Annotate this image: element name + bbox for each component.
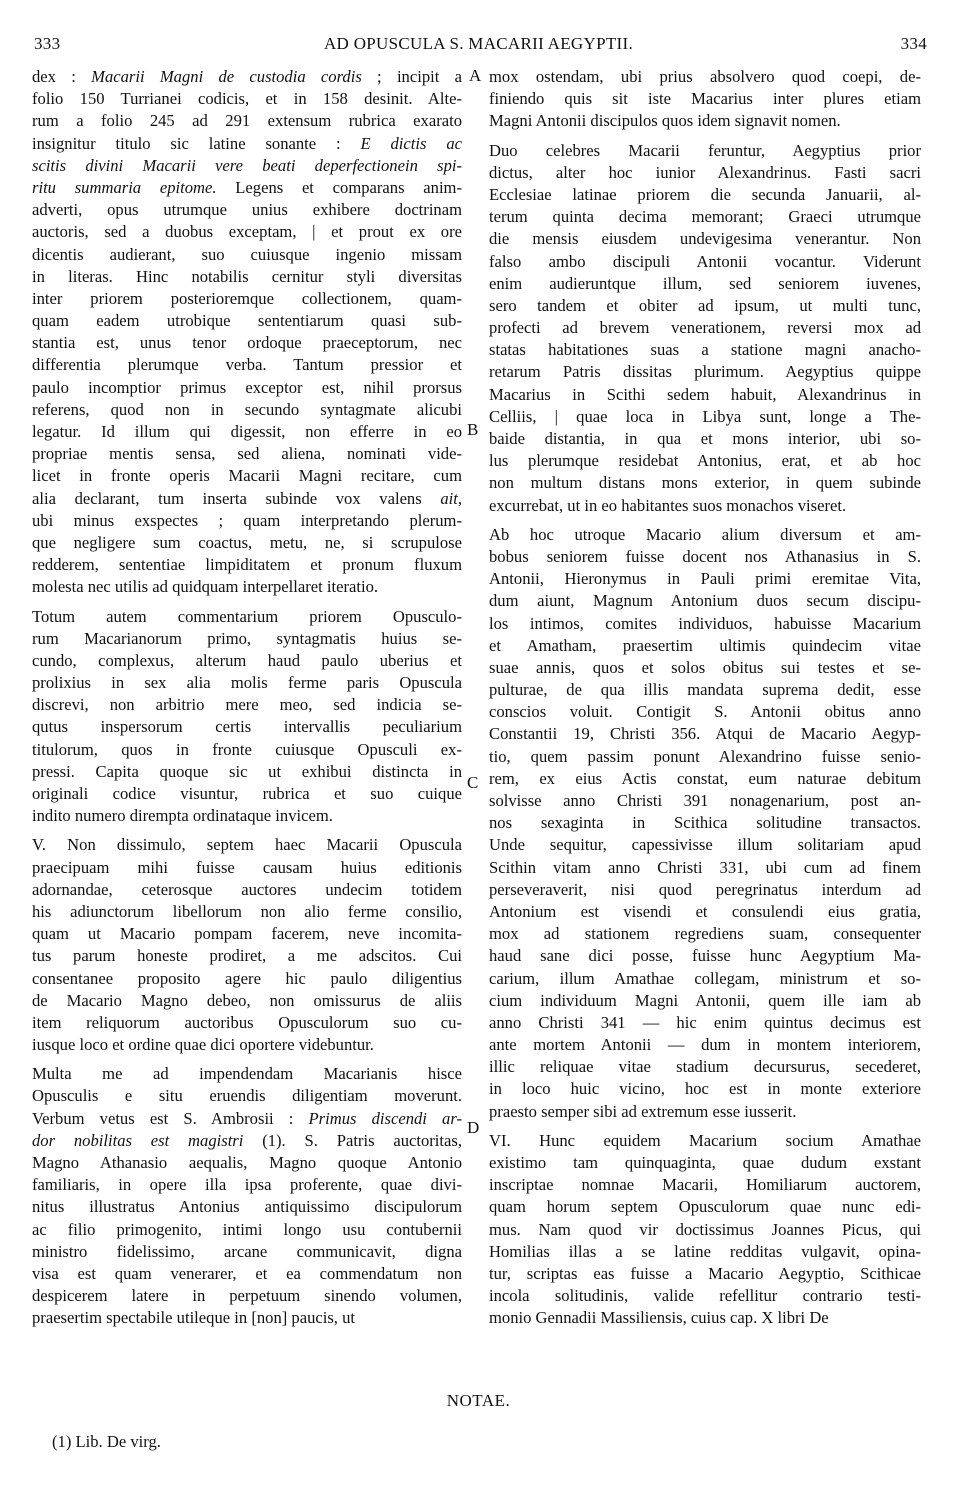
text-segment: statas habitationes suas a statione magni anacho-: [489, 340, 921, 360]
text-line: [489, 273, 921, 295]
text-line: [489, 635, 921, 657]
text-line: [32, 288, 462, 310]
text-line: [32, 66, 462, 88]
text-line: [489, 524, 921, 546]
text-segment: originali codice visuntur, rubrica et suo cuique: [32, 784, 462, 803]
text-segment: Legens et comparans anim-: [216, 177, 462, 197]
text-line: [32, 465, 462, 487]
text-segment: existimo tam quinquaginta, quae dudum exstant: [489, 1153, 921, 1172]
text-line: [489, 613, 921, 635]
paragraph: [489, 524, 921, 1123]
text-segment: Antonii, Hieronymus in Pauli primi eremitae Vita,: [489, 569, 921, 589]
text-segment: Totum autem commentarium priorem Opusculo-: [32, 606, 462, 626]
margin-letter-c: C: [467, 773, 479, 792]
text-line: [489, 679, 921, 701]
text-line: [32, 576, 462, 598]
text-segment: falso ambo discipuli Antonii vocantur. Viderunt: [489, 251, 921, 271]
text-segment: item reliquorum auctoribus Opusculorum suo cu-: [32, 1012, 462, 1032]
paragraph: [32, 66, 462, 599]
margin-letter-a: A: [469, 66, 482, 85]
text-line: [32, 805, 462, 827]
text-segment: iusque loco et ordine quae dici oportere videbuntur.: [32, 1035, 374, 1055]
italic-text: scitis divini Macarii vere beati deperfectionein spi-: [32, 155, 462, 175]
text-segment: enim audieruntque illum, sed seniorem iuvenes,: [489, 273, 921, 293]
text-segment: VI. Hunc equidem Macarium socium Amathae: [489, 1130, 921, 1150]
text-segment: stantia est, unus tenor ordoque praeceptorum, nec: [32, 333, 462, 353]
text-segment: adornandae, ceterosque auctores undecim totidem: [32, 879, 462, 899]
text-segment: despicerem latere in perpetuum sinendo volumen,: [32, 1286, 462, 1306]
text-segment: pulturae, de qua illis mandata suprema dedit, esse: [489, 680, 921, 700]
text-line: [32, 968, 462, 990]
text-segment: consentaneе proposito agere hic paulo diligentius: [32, 968, 462, 988]
text-segment: dum aiunt, Magnum Antonium duos secum discipu-: [489, 591, 921, 611]
text-line: [32, 879, 462, 901]
text-segment: familiaris, in opere illa ipsa proferente, quae divi-: [32, 1175, 462, 1195]
text-line: [489, 1012, 921, 1034]
text-line: [32, 155, 462, 177]
text-line: [489, 251, 921, 273]
text-segment: folio 150 Turrianei codicis, et in 158 desinit. Alte-: [32, 89, 462, 109]
text-segment: Ab hoc utroque Macario alium diversum et am-: [489, 524, 921, 544]
text-line: [489, 428, 921, 450]
text-segment: pressi. Capita quoque sic ut exhibui distincta in: [32, 761, 462, 781]
text-segment: que negligere sum coactus, metu, ne, si scrupulose: [32, 532, 462, 552]
text-segment: auctoris, sed a duobus exceptam, | et prout ex ore: [32, 222, 462, 242]
text-line: [32, 399, 462, 421]
right-column: [489, 66, 921, 1330]
text-line: [489, 110, 921, 132]
text-segment: solvisse anno Christi 391 nonagenarium, post an-: [489, 791, 921, 810]
text-line: [489, 1034, 921, 1056]
text-segment: tur, scriptas eas fuisse a Macario Aegyptio, Scithicae: [489, 1263, 921, 1283]
italic-text: ritu summaria epitome.: [32, 177, 217, 197]
text-line: [489, 162, 921, 184]
text-line: [489, 1241, 921, 1263]
text-line: [489, 923, 921, 945]
text-segment: in literas. Hinc notabilis cernitur styli diversitas: [32, 266, 462, 286]
text-segment: ac filio primogenito, intimi longo usu contubernii: [32, 1219, 462, 1239]
text-segment: cium individuum Magni Antonii, quem ille iam ab: [489, 990, 921, 1010]
text-line: [32, 310, 462, 332]
text-line: [32, 694, 462, 716]
text-segment: haud sane dici posse, fuisse hunc Aegyptium Ma-: [489, 946, 921, 966]
text-line: [489, 450, 921, 472]
text-segment: inscriptae nomnae Macarii, Homiliarum auctorem,: [489, 1175, 921, 1195]
text-line: [489, 1307, 921, 1329]
notes-heading: NOTAE.: [446, 1391, 511, 1410]
text-line: [489, 790, 921, 812]
text-segment: bobus seniorem fuisse docent nos Athanasius in S.: [489, 546, 921, 566]
text-line: [489, 317, 921, 339]
text-segment: nos sexaginta in Scithica solitudine transactos.: [489, 813, 921, 833]
italic-text: E dictis ac: [360, 133, 462, 153]
text-segment: sero tandem et obiter ad ipsum, ut multi tunc,: [489, 295, 921, 315]
text-line: [32, 488, 462, 510]
text-segment: mus. Nam quod vir doctissimus Joannes Picus, qui: [489, 1219, 921, 1239]
text-line: [32, 1034, 462, 1056]
italic-text: dor nobilitas est magistri: [32, 1130, 244, 1150]
text-segment: quam ut Macario pompam facerem, neve incomita-: [32, 924, 462, 944]
text-segment: Constantii 19, Christi 356. Atqui de Macario Aegyp-: [489, 724, 921, 744]
text-segment: discrevi, non arbitrio mere meo, sed indicia se-: [32, 695, 462, 715]
italic-text: ait,: [440, 488, 462, 508]
text-line: [489, 990, 921, 1012]
text-line: [489, 206, 921, 228]
text-segment: inter priorem posterioremque collectionem, quam-: [32, 288, 462, 308]
text-segment: anno Christi 341 — hic enim quintus decimus est: [489, 1012, 921, 1032]
text-segment: licet in fronte operis Macarii Magni recitare, cum: [32, 466, 462, 486]
text-line: [489, 723, 921, 745]
text-segment: referens, quod non in secundo syntagmate alicubi: [32, 399, 462, 419]
text-line: [489, 66, 921, 88]
paragraph: [489, 1130, 921, 1330]
text-line: [32, 834, 462, 856]
text-segment: los intimos, comites individuos, habuisse Macarium: [489, 613, 921, 633]
text-segment: Magni Antonii discipulos quos idem signavit nomen.: [489, 111, 841, 131]
text-line: [32, 716, 462, 738]
text-line: [32, 133, 462, 155]
text-line: [489, 1196, 921, 1218]
text-segment: rem, ex eius Actis constat, eum naturae debitum: [489, 768, 921, 788]
text-segment: (1). S. Patris auctoritas,: [243, 1130, 462, 1150]
text-segment: insignitur titulo sic latine sonante :: [32, 133, 361, 153]
text-line: [489, 140, 921, 162]
text-line: [32, 1219, 462, 1241]
text-segment: quam eadem utrobique sententiarum quasi sub-: [32, 311, 462, 331]
paragraph: [489, 66, 921, 133]
text-line: [489, 295, 921, 317]
text-line: [32, 650, 462, 672]
text-line: [32, 739, 462, 761]
text-segment: lus plerumque residebat Antonius, erat, et ab hoc: [489, 451, 921, 471]
text-segment: retarum Patris dissitas plurimum. Aegyptius quippe: [489, 362, 921, 382]
text-line: [32, 421, 462, 443]
text-segment: Duo celebres Macarii feruntur, Aegyptius prior: [489, 140, 921, 160]
paragraph: [32, 834, 462, 1056]
text-line: [32, 443, 462, 465]
text-segment: redderem, sententiae limpiditatem et pronum fluxum: [32, 555, 462, 575]
text-line: [489, 857, 921, 879]
text-segment: mox ostendam, ubi prius absolvero quod coepi, de-: [489, 67, 921, 86]
text-segment: conscios voluit. Contigit S. Antonii obitus anno: [489, 702, 921, 722]
text-line: [32, 221, 462, 243]
text-segment: ubi minus exspectes ; quam interpretando plerum-: [32, 510, 462, 530]
text-line: [32, 354, 462, 376]
text-segment: titulorum, quos in fronte cuiusque Opusculi ex-: [32, 739, 462, 759]
text-segment: illic reliquae vitae stadium decursurus, secederet,: [489, 1057, 921, 1077]
text-line: [32, 1130, 462, 1152]
text-segment: excurrebat, ut in eo habitantes suos monachos viseret.: [489, 495, 847, 515]
running-title: AD OPUSCULA S. MACARII AEGYPTII.: [323, 34, 634, 53]
text-segment: legatur. Id illum qui digessit, non efferre in eo: [32, 422, 462, 441]
text-segment: tio, quem passim ponunt Alexandrino fuisse senio-: [489, 746, 921, 766]
text-line: [489, 945, 921, 967]
text-line: [32, 332, 462, 354]
text-line: [489, 901, 921, 923]
text-line: [489, 1152, 921, 1174]
text-segment: praesto semper sibi ad extremum esse iusserit.: [489, 1101, 797, 1121]
text-line: [32, 1263, 462, 1285]
text-line: [32, 110, 462, 132]
text-segment: Multa me ad impendendam Macarianis hisce: [32, 1064, 462, 1084]
text-segment: perseveraverit, nisi quod peregrinatus interdum ad: [489, 879, 921, 899]
text-segment: de Macario Magno debeo, non omissurus de aliis: [32, 990, 462, 1010]
text-segment: in loco huic vicino, hoc est in monte exteriore: [489, 1079, 921, 1099]
text-segment: et Amatham, praesertim ultimis quindecim vitae: [489, 635, 921, 655]
text-line: [489, 834, 921, 856]
text-line: [32, 1285, 462, 1307]
text-line: [489, 184, 921, 206]
text-segment: suae annis, quos et solos obitus sui testes et se-: [489, 657, 921, 677]
text-segment: V. Non dissimulo, septem haec Macarii Opuscula: [32, 835, 462, 855]
text-segment: his adiunctorum libellorum non alio ferme consilio,: [32, 901, 462, 921]
text-segment: adverti, opus utrumque unius exhibere doctrinam: [32, 200, 462, 220]
text-line: [489, 384, 921, 406]
text-line: [32, 628, 462, 650]
text-line: [32, 199, 462, 221]
text-segment: quam horum septem Opusculorum quae nunc edi-: [489, 1197, 921, 1217]
text-line: [489, 1101, 921, 1123]
text-segment: carium, illum Amathae collegam, ministrum et so-: [489, 968, 921, 988]
left-column: [32, 66, 462, 1330]
text-segment: ministro fidelissimo, arcane communicavit, digna: [32, 1241, 462, 1261]
text-line: [489, 1078, 921, 1100]
text-segment: indito numero dirempta ordinataque invicem.: [32, 806, 333, 826]
text-line: [32, 672, 462, 694]
text-line: [489, 361, 921, 383]
text-line: [32, 1108, 462, 1130]
text-segment: nitus illustratus Antonius antiquissimo discipulorum: [32, 1197, 462, 1217]
text-line: [32, 1196, 462, 1218]
text-line: [32, 1174, 462, 1196]
text-segment: die mensis eiusdem undevigesima venerantur. Non: [489, 229, 921, 249]
text-segment: Opusculis e situ eruendis diligentiam moverunt.: [32, 1086, 462, 1106]
text-line: [32, 857, 462, 879]
text-segment: incola solitudinis, valide refellitur contrario testi-: [489, 1286, 921, 1306]
text-segment: prolixius in sex alia molis ferme paris Opuscula: [32, 673, 462, 693]
text-segment: dicentis audierant, suo cuiusque ingenio missam: [32, 244, 462, 264]
text-line: [489, 339, 921, 361]
text-line: [489, 768, 921, 790]
text-line: [489, 1174, 921, 1196]
text-line: [32, 244, 462, 266]
text-line: [32, 1241, 462, 1263]
paragraph: [32, 606, 462, 828]
text-line: [489, 88, 921, 110]
text-segment: ; incipit a: [361, 67, 462, 86]
text-segment: rum a folio 245 ad 291 extensum rubrica exarato: [32, 111, 462, 131]
text-line: [32, 901, 462, 923]
text-segment: Verbum vetus est S. Ambrosii :: [32, 1108, 309, 1128]
text-segment: Antonium est visendi et consulendi eius gratia,: [489, 901, 921, 921]
text-segment: rum Macarianorum primo, syntagmatis huius se-: [32, 628, 462, 648]
text-segment: Scithin vitam anno Christi 331, ubi cum ad finem: [489, 857, 921, 877]
text-line: [32, 554, 462, 576]
text-line: [489, 228, 921, 250]
text-line: [489, 590, 921, 612]
text-segment: dictus, alter hoc iunior Alexandrinus. Fasti sacri: [489, 162, 921, 182]
text-segment: Homilias illas a se latine redditas vulgavit, opina-: [489, 1241, 921, 1261]
text-line: [489, 406, 921, 428]
text-segment: baide distantia, in qua et mons interior, ubi so-: [489, 429, 921, 448]
text-segment: praesertim spectabile utileque in [non] paucis, ut: [32, 1308, 356, 1328]
text-line: [489, 1219, 921, 1241]
text-line: [32, 510, 462, 532]
text-segment: dex :: [32, 67, 92, 86]
text-line: [489, 1056, 921, 1078]
text-segment: non multum distans mons exterior, in quem subinde: [489, 473, 921, 493]
margin-letter-d: D: [467, 1118, 480, 1137]
text-segment: Macarius in Scithi sedem habuit, Alexandrinus in: [489, 384, 921, 404]
text-segment: praecipuam mihi fuisse causam huius editionis: [32, 857, 462, 877]
text-line: [32, 945, 462, 967]
text-line: [32, 1063, 462, 1085]
text-line: [489, 701, 921, 723]
text-line: [489, 1285, 921, 1307]
text-segment: profecti ad brevem venerationem, reversi mox ad: [489, 318, 921, 338]
text-segment: Magno Athanasio aequalis, Magno quoque Antonio: [32, 1153, 462, 1172]
text-segment: Celliis, | quae loca in Libya sunt, longe a The-: [489, 406, 921, 426]
text-line: [32, 377, 462, 399]
text-segment: cundo, complexus, alterum haud paulo uberius et: [32, 650, 462, 670]
page-number-left: 333: [34, 34, 61, 53]
text-line: [32, 923, 462, 945]
text-segment: paulo incomptior primus exceptor est, nihil prorsus: [32, 377, 462, 397]
text-line: [32, 1152, 462, 1174]
page-number-right: 334: [900, 34, 927, 53]
text-segment: qutus inspersorum certis intervallis peculiarium: [32, 717, 462, 737]
text-line: [489, 657, 921, 679]
text-line: [32, 88, 462, 110]
text-line: [489, 1130, 921, 1152]
text-line: [32, 990, 462, 1012]
text-line: [489, 812, 921, 834]
text-line: [32, 1085, 462, 1107]
text-segment: differentia plerumque verba. Tantum pressior et: [32, 355, 462, 375]
text-line: [32, 1307, 462, 1329]
text-line: [32, 266, 462, 288]
italic-text: Primus discendi ar-: [308, 1108, 462, 1128]
text-segment: finiendo quis sit iste Macarius inter plures etiam: [489, 89, 921, 109]
paragraph: [32, 1063, 462, 1329]
paragraph: [489, 140, 921, 517]
text-segment: ante mortem Antonii — dum in montem interiorem,: [489, 1035, 921, 1055]
text-segment: alia declarant, tum inserta subinde vox valens: [32, 488, 441, 508]
text-segment: molesta nec utilis ad quidquam interpellaret iteratio.: [32, 577, 379, 597]
text-line: [489, 568, 921, 590]
text-line: [32, 1012, 462, 1034]
text-line: [489, 1263, 921, 1285]
text-line: [489, 495, 921, 517]
text-line: [32, 761, 462, 783]
text-segment: visa est quam venerarer, et ea commendatum non: [32, 1263, 462, 1283]
text-segment: mox ad stationem regrediens suam, consequenter: [489, 924, 921, 944]
text-line: [32, 606, 462, 628]
text-line: [489, 968, 921, 990]
text-line: [32, 177, 462, 199]
margin-letter-b: B: [467, 420, 479, 439]
text-segment: monio Gennadii Massiliensis, cuius cap. X libri De: [489, 1308, 829, 1328]
text-line: [489, 879, 921, 901]
text-segment: propriae mentis sensa, sed aliena, nominati vide-: [32, 444, 462, 464]
italic-text: Macarii Magni de custodia cordis: [91, 67, 362, 86]
text-line: [489, 472, 921, 494]
text-line: [489, 546, 921, 568]
text-line: [32, 532, 462, 554]
text-line: [32, 783, 462, 805]
text-segment: tus parum honeste prodiret, a me adscitos. Cui: [32, 946, 462, 966]
footnote: (1) Lib. De virg.: [52, 1432, 161, 1451]
text-line: [489, 746, 921, 768]
text-segment: Ecclesiae latinae priorem die secunda Januarii, al-: [489, 184, 921, 204]
text-segment: terum quinta decima memorant; Graeci utrumque: [489, 207, 921, 227]
text-segment: Unde sequitur, capessivisse illum solitariam apud: [489, 835, 921, 855]
